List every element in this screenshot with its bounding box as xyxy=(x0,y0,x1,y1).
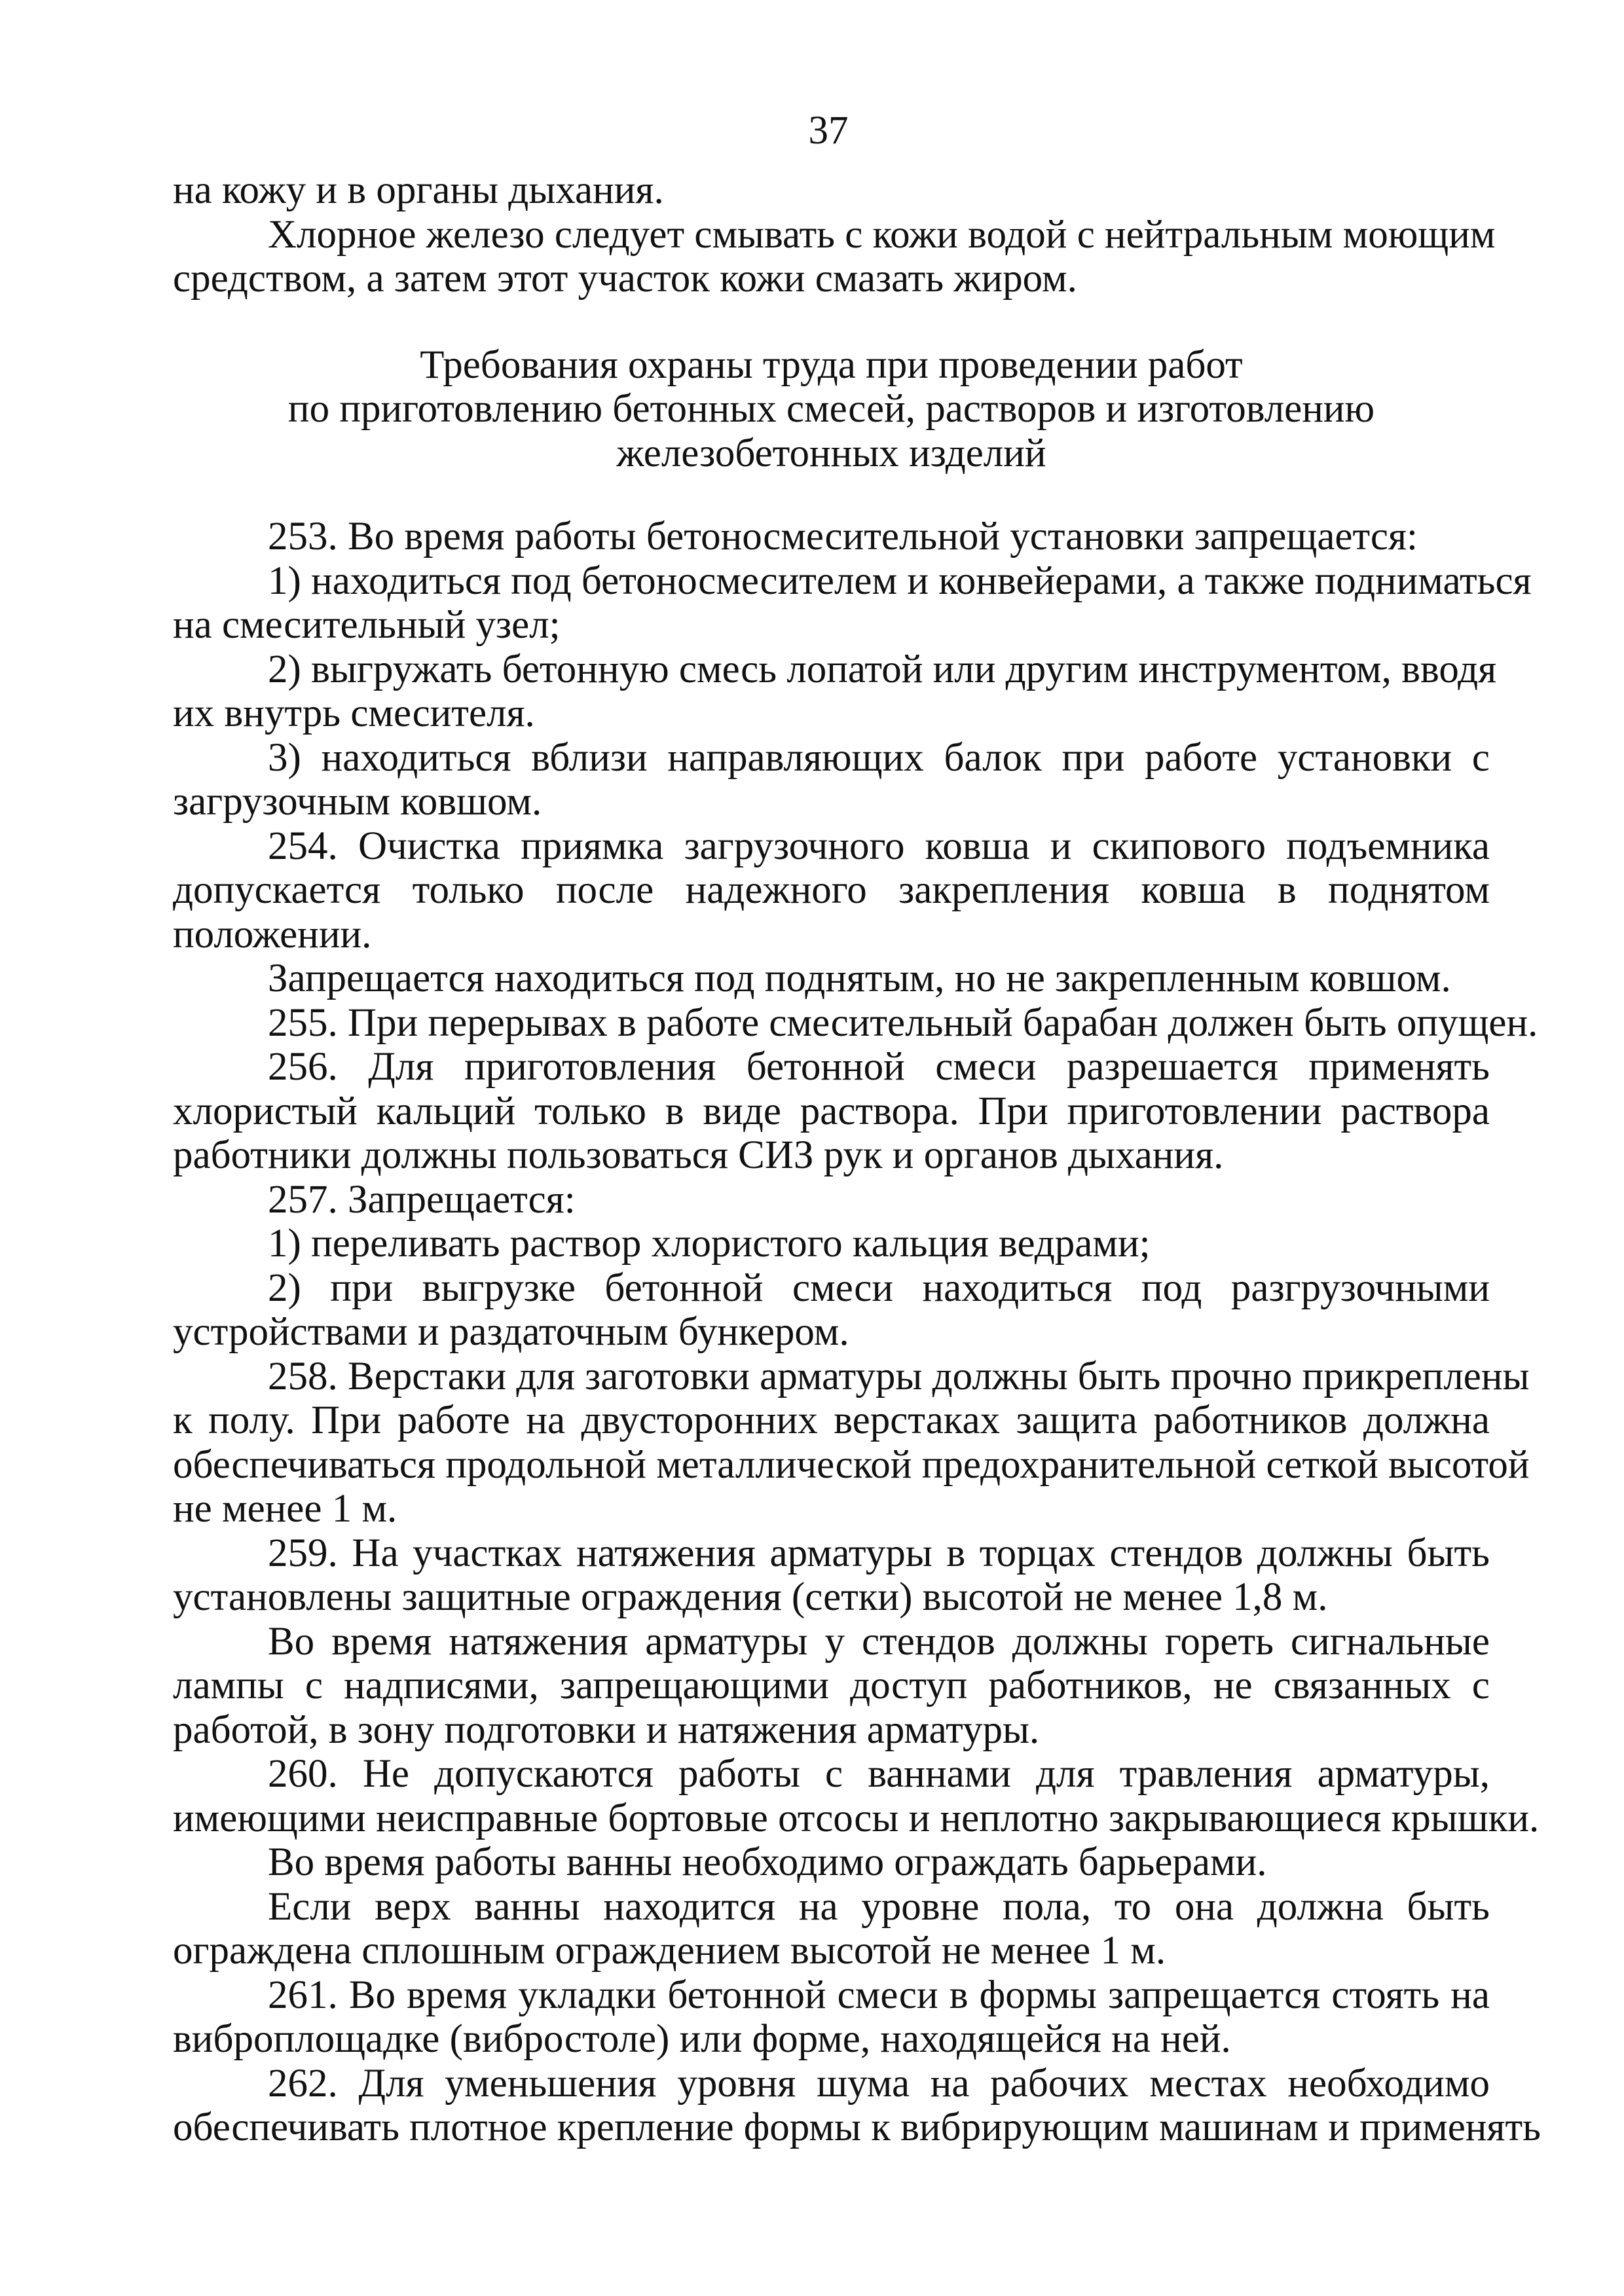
text-line: железобетонных изделий xyxy=(616,431,1046,475)
paragraph xyxy=(173,1222,1490,1266)
text-line: на кожу и в органы дыхания. xyxy=(173,168,664,212)
paragraph xyxy=(173,1620,1490,1753)
paragraph xyxy=(173,1885,1490,1973)
text-line: виброплощадке (вибростоле) или форме, находящейся на ней. xyxy=(173,2017,1231,2061)
text-line: 2) выгружать бетонную смесь лопатой или другим инструментом, вводя xyxy=(268,647,1497,691)
text-line: к полу. При работе на двусторонних верстаках защита работников должна xyxy=(173,1398,1490,1442)
text-line: лампы с надписями, запрещающими доступ работников, не связанных с xyxy=(173,1664,1490,1707)
text-line: 262. Для уменьшения уровня шума на рабочих местах необходимо xyxy=(268,2061,1490,2105)
paragraph xyxy=(173,957,1490,1001)
text-line: обеспечивать плотное крепление формы к вибрирующим машинам и применять xyxy=(173,2105,1541,2149)
paragraph xyxy=(173,1840,1490,1885)
text-line: установлены защитные ограждения (сетки) высотой не менее 1,8 м. xyxy=(173,1575,1328,1619)
text-line: Если верх ванны находится на уровне пола, то она должна быть xyxy=(268,1884,1490,1929)
text-line: 256. Для приготовления бетонной смеси разрешается применять xyxy=(268,1045,1490,1089)
text-line: Во время работы ванны необходимо ограждать барьерами. xyxy=(268,1840,1267,1884)
paragraph xyxy=(173,1266,1490,1355)
paragraph xyxy=(173,1752,1540,1840)
paragraph xyxy=(173,736,1490,824)
paragraph xyxy=(173,1045,1490,1178)
text-line: хлористый кальций только в виде раствора. При приготовлении раствора xyxy=(173,1089,1490,1133)
paragraph xyxy=(173,168,1490,213)
text-line: положении. xyxy=(173,912,372,957)
paragraph xyxy=(173,1178,1490,1222)
paragraph xyxy=(173,1973,1490,2062)
section-heading xyxy=(173,343,1490,476)
text-line: Требования охраны труда при проведении работ xyxy=(420,342,1243,387)
paragraph xyxy=(173,647,1497,736)
text-line: Хлорное железо следует смывать с кожи водой с нейтральным моющим xyxy=(268,212,1496,257)
text-line: допускается только после надежного закрепления ковша в поднятом xyxy=(173,868,1490,912)
text-line: на смесительный узел; xyxy=(173,603,561,647)
paragraph xyxy=(173,212,1496,301)
paragraph xyxy=(173,824,1490,957)
text-line: работой, в зону подготовки и натяжения арматуры. xyxy=(173,1707,1040,1752)
paragraph xyxy=(173,558,1532,647)
text-line: работники должны пользоваться СИЗ рук и органов дыхания. xyxy=(173,1133,1224,1177)
text-line: имеющими неисправные бортовые отсосы и неплотно закрывающиеся крышки. xyxy=(173,1796,1540,1840)
text-line: 259. На участках натяжения арматуры в торцах стендов должны быть xyxy=(268,1531,1490,1575)
paragraph xyxy=(173,1531,1490,1620)
text-line: не менее 1 м. xyxy=(173,1487,397,1531)
text-line: ограждена сплошным ограждением высотой не менее 1 м. xyxy=(173,1929,1166,1973)
paragraph xyxy=(173,1000,1538,1046)
paragraph xyxy=(173,1354,1530,1531)
text-line: средством, а затем этот участок кожи смазать жиром. xyxy=(173,257,1077,301)
text-line: устройствами и раздаточным бункером. xyxy=(173,1310,849,1354)
text-line: 260. Не допускаются работы с ваннами для травления арматуры, xyxy=(268,1752,1490,1796)
page-number: 37 xyxy=(808,109,849,153)
text-line: 253. Во время работы бетоносмесительной установки запрещается: xyxy=(268,515,1418,558)
text-line: 261. Во время укладки бетонной смеси в формы запрещается стоять на xyxy=(268,1973,1490,2017)
text-line: 258. Верстаки для заготовки арматуры должны быть прочно прикреплены xyxy=(268,1354,1530,1398)
document-body xyxy=(173,168,1541,2150)
paragraph xyxy=(173,2061,1541,2150)
text-line: 1) переливать раствор хлористого кальция ведрами; xyxy=(268,1222,1151,1266)
text-line: загрузочным ковшом. xyxy=(173,780,542,824)
text-line: Во время натяжения арматуры у стендов должны гореть сигнальные xyxy=(268,1619,1490,1664)
text-line: 1) находиться под бетоносмесителем и конвейерами, а также подниматься xyxy=(268,558,1532,603)
text-line: 2) при выгрузке бетонной смеси находиться под разгрузочными xyxy=(268,1266,1490,1310)
paragraph xyxy=(173,515,1490,559)
text-line: 255. При перерывах в работе смесительный барабан должен быть опущен. xyxy=(268,1000,1538,1045)
text-line: 254. Очистка приямка загрузочного ковша и скипового подъемника xyxy=(268,824,1490,868)
text-line: Запрещается находиться под поднятым, но не закрепленным ковшом. xyxy=(268,957,1451,1000)
text-line: 3) находиться вблизи направляющих балок при работе установки с xyxy=(268,735,1490,780)
text-line: по приготовлению бетонных смесей, растворов и изготовлению xyxy=(287,387,1375,431)
text-line: их внутрь смесителя. xyxy=(173,691,535,735)
text-line: обеспечиваться продольной металлической предохранительной сеткой высотой xyxy=(173,1442,1530,1487)
text-line: 257. Запрещается: xyxy=(268,1177,576,1222)
